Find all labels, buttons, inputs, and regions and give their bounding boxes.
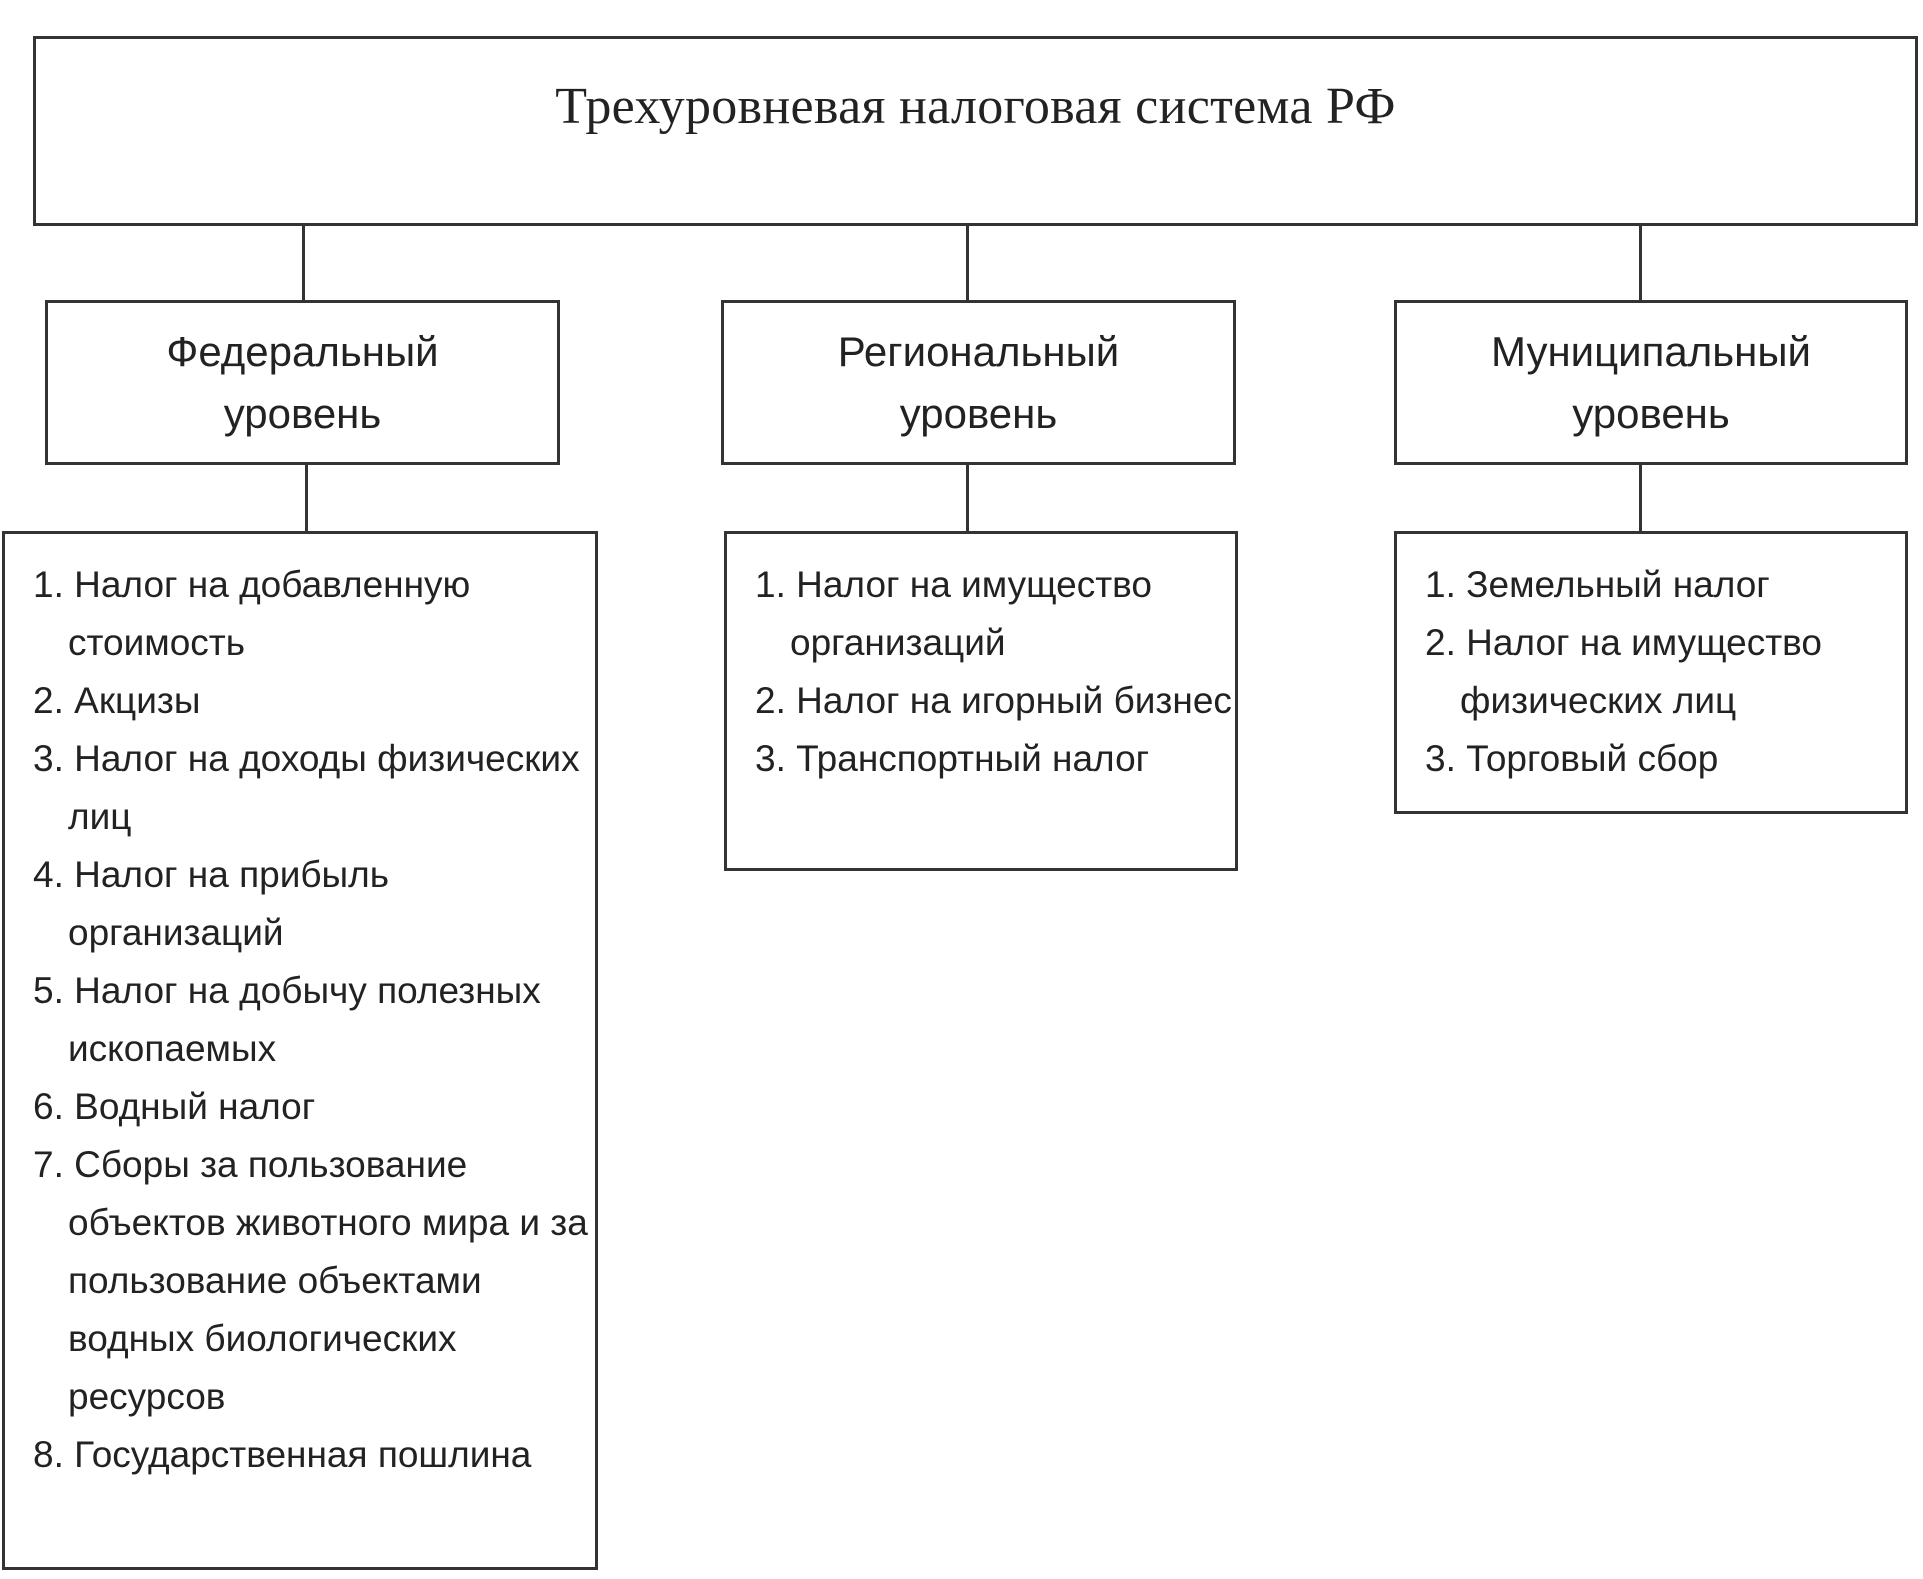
connector-federal-list xyxy=(305,465,308,531)
tax-list-federal xyxy=(33,556,595,1484)
level-label-federal: Федеральный уровень xyxy=(166,327,439,437)
tax-item: 3. Торговый сбор xyxy=(1425,738,1719,779)
tax-item: 3. Налог на доходы физических лиц xyxy=(33,738,580,837)
tax-list-box-federal xyxy=(2,531,598,1570)
tax-list-box-municipal xyxy=(1394,531,1908,814)
connector-title-regional xyxy=(966,226,969,300)
tax-item: 5. Налог на добычу полезных ископаемых xyxy=(33,970,541,1069)
connector-regional-list xyxy=(966,465,969,531)
connector-title-municipal xyxy=(1639,226,1642,300)
tax-list-municipal xyxy=(1425,556,1905,788)
tax-list-regional xyxy=(755,556,1235,788)
level-box-municipal xyxy=(1394,300,1908,465)
diagram-title-box xyxy=(33,36,1918,226)
tax-item: 2. Акцизы xyxy=(33,680,201,721)
level-box-regional xyxy=(721,300,1236,465)
tax-item: 2. Налог на имущество физических лиц xyxy=(1425,622,1822,721)
level-label-regional: Региональный уровень xyxy=(837,327,1120,437)
tax-item: 6. Водный налог xyxy=(33,1086,316,1127)
tax-item: 1. Налог на имущество организаций xyxy=(755,564,1152,663)
tax-item: 2. Налог на игорный бизнес xyxy=(755,680,1232,721)
level-box-federal xyxy=(45,300,560,465)
tax-item: 7. Сборы за пользование объектов животного мира и за пользование объектами водных биологических ресурсов xyxy=(33,1144,588,1417)
tax-item: 1. Земельный налог xyxy=(1425,564,1770,605)
level-label-municipal: Муниципальный уровень xyxy=(1491,327,1811,437)
tax-item: 3. Транспортный налог xyxy=(755,738,1150,779)
tax-item: 4. Налог на прибыль организаций xyxy=(33,854,390,953)
tax-item: 1. Налог на добавленную стоимость xyxy=(33,564,471,663)
connector-title-federal xyxy=(302,226,305,300)
tax-item: 8. Государственная пошлина xyxy=(33,1434,532,1475)
connector-municipal-list xyxy=(1639,465,1642,531)
tax-list-box-regional xyxy=(724,531,1238,871)
diagram-title: Трехуровневая налоговая система РФ xyxy=(555,77,1396,135)
